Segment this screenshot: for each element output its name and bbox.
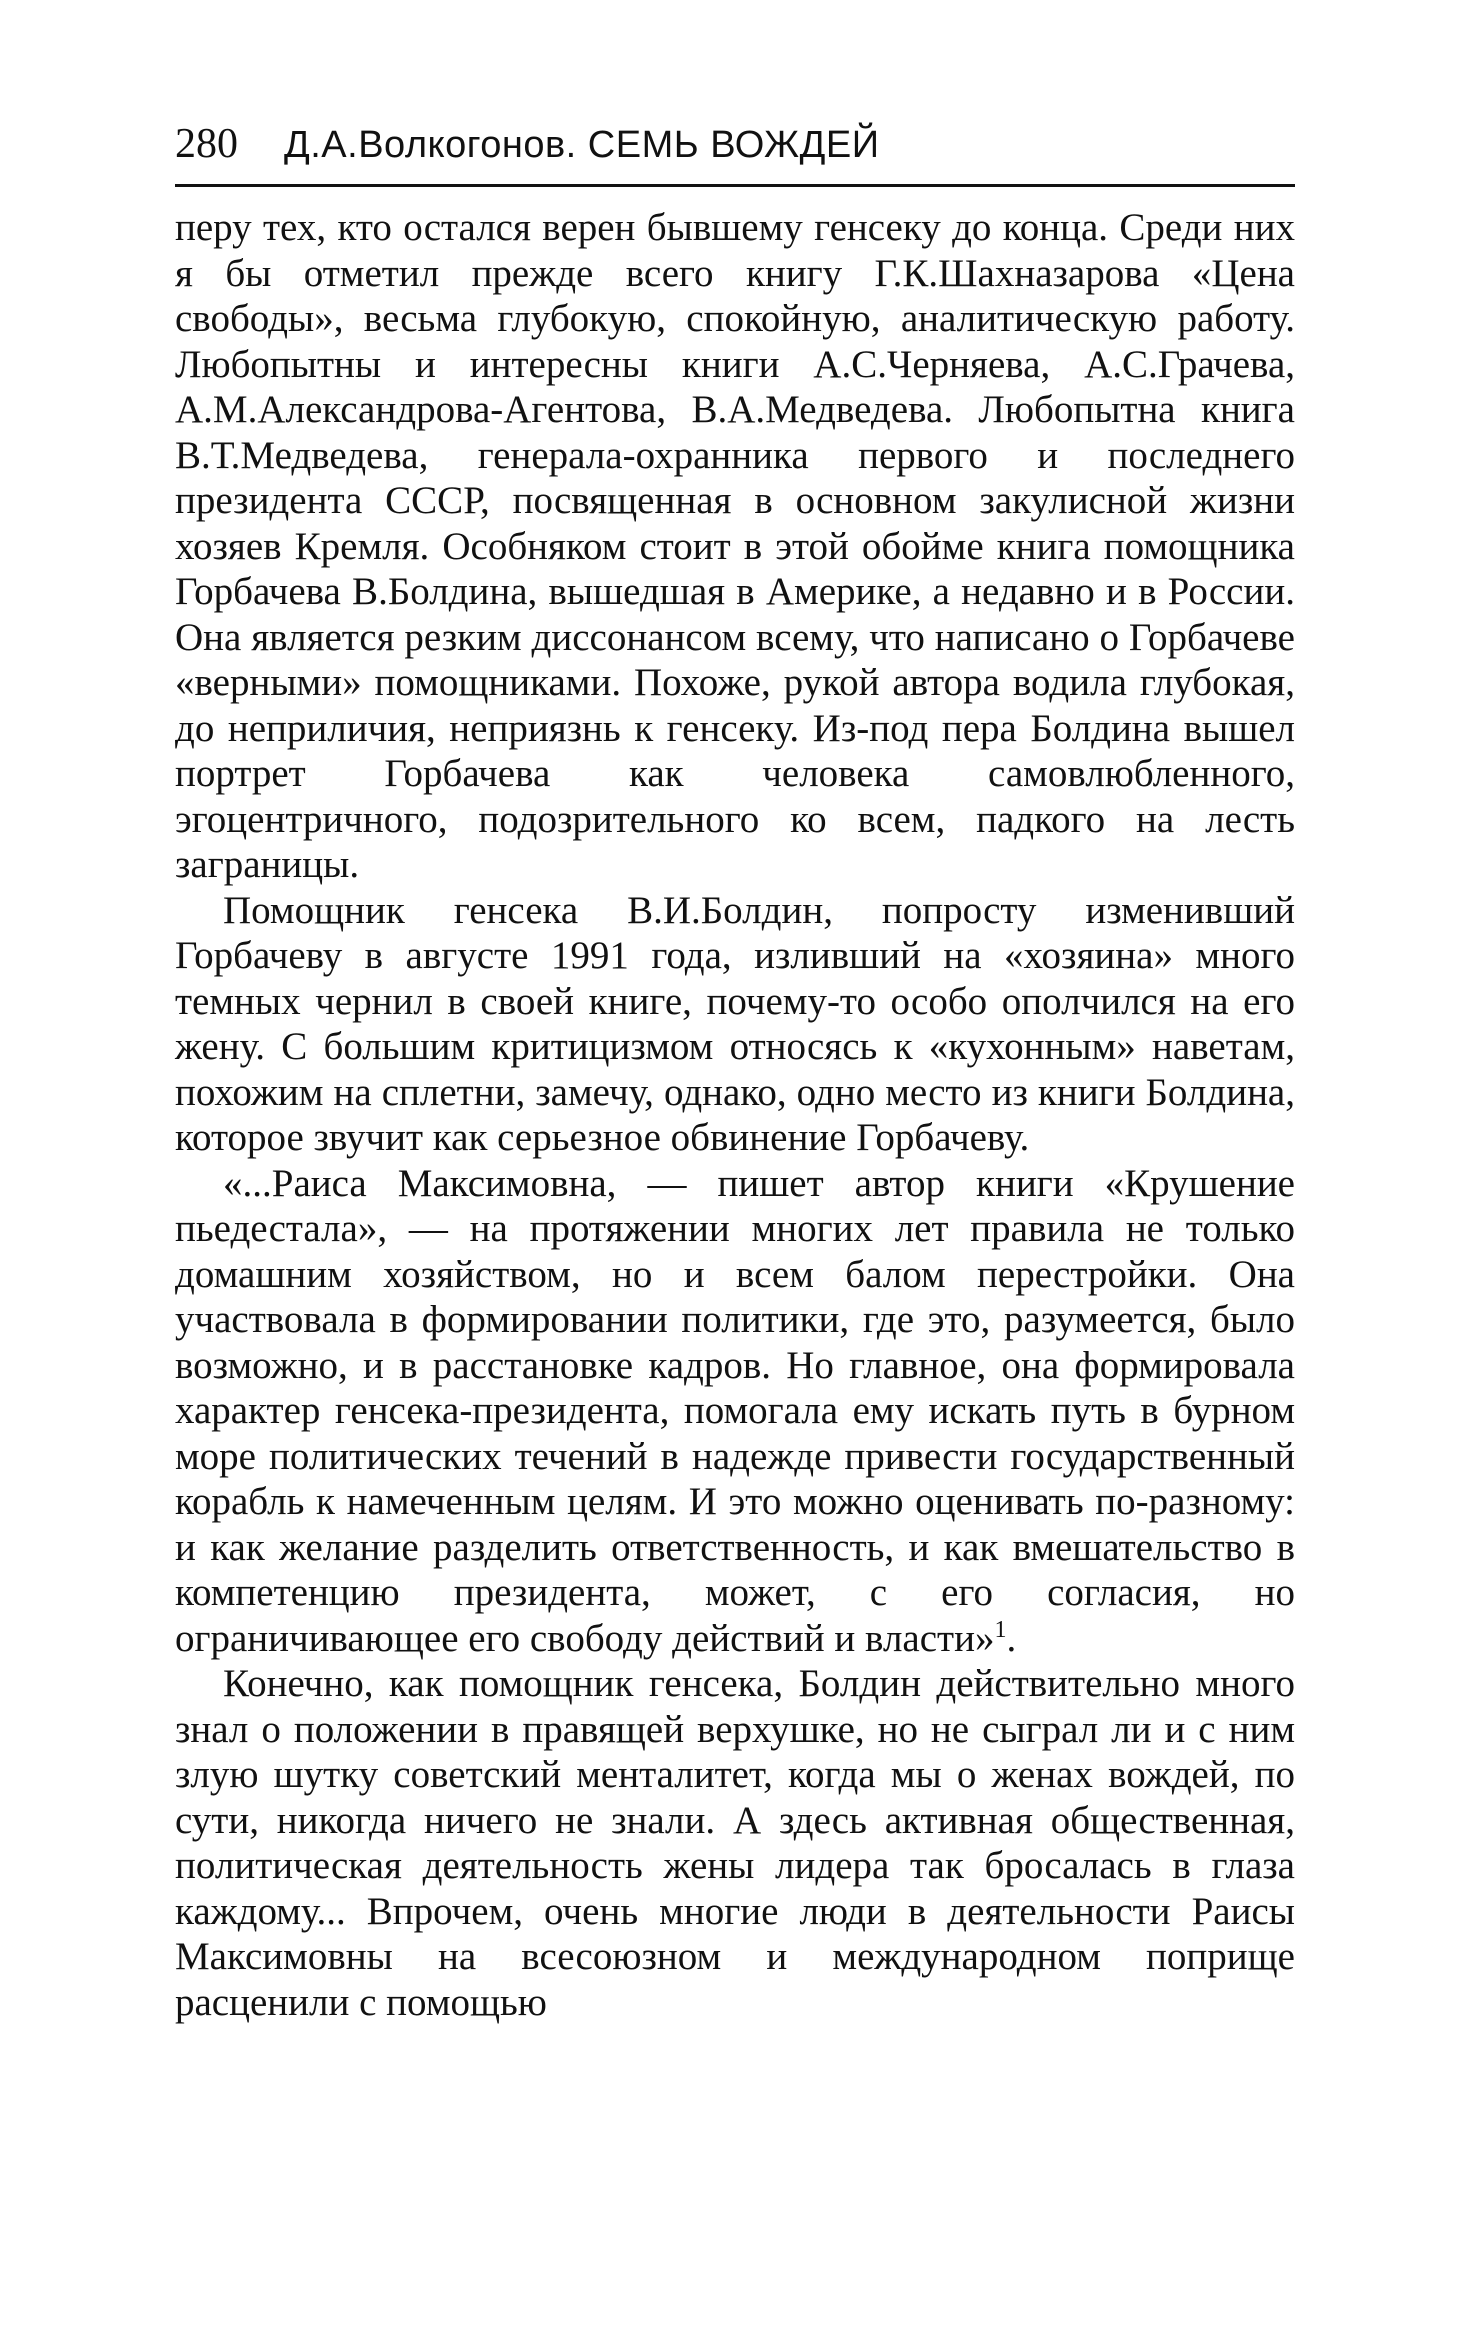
page-header: [175, 116, 1295, 178]
quote-tail: .: [1006, 1616, 1017, 1660]
footnote-reference: 1: [994, 1616, 1007, 1643]
paragraph: перу тех, кто остался верен бывшему генсеку до конца. Среди них я бы отметил прежде всего книгу Г.К.Шахназарова «Цена свободы», весьма глубокую, спокойную, аналитическую работу. Любопытны и интересны книги А.С.Черняева, А.С.Грачева, А.М.Александрова-Агентова, В.А.Медведева. Любопытна книга В.Т.Медведева, генерала-охранника первого и последнего президента СССР, посвященная в основном закулисной жизни хозяев Кремля. Особняком стоит в этой обойме книга помощника Горбачева В.Болдина, вышедшая в Америке, а недавно и в России. Она является резким диссонансом всему, что написано о Горбачеве «верными» помощниками. Похоже, рукой автора водила глубокая, до неприличия, неприязнь к генсеку. Из-под пера Болдина вышел портрет Горбачева как человека самовлюбленного, эгоцентричного, подозрительного ко всем, падкого на лесть заграницы.: [175, 206, 1295, 886]
paragraph: Помощник генсека В.И.Болдин, попросту изменивший Горбачеву в августе 1991 года, изливший на «хозяина» много темных чернил в своей книге, почему-то особо ополчился на его жену. С большим критицизмом относясь к «кухонным» наветам, похожим на сплетни, замечу, однако, одно место из книги Болдина, которое звучит как серьезное обвинение Горбачеву.: [175, 888, 1295, 1159]
paragraph: Конечно, как помощник генсека, Болдин действительно много знал о положении в правящей верхушке, но не сыграл ли и с ним злую шутку советский менталитет, когда мы о женах вождей, по сути, никогда ничего не знали. А здесь активная общественная, политическая деятельность жены лидера так бросалась в глаза каждому... Впрочем, очень многие люди в деятельности Раисы Максимовны на всесоюзном и международном поприще расценили с помощью: [175, 1662, 1295, 2024]
quote-paragraph: [175, 1161, 1295, 1662]
page-number: 280: [175, 121, 238, 167]
quote-text: «...Раиса Максимовна, — пишет автор книги «Крушение пьедестала», — на протяжении многих лет правила не только домашним хозяйством, но и всем балом перестройки. Она участвовала в формировании политики, где это, разумеется, было возможно, и в расстановке кадров. Но главное, она формировала характер генсека-президента, помогала ему искать путь в бурном море политических течений в надежде привести государственный корабль к намеченным целям. И это можно оценивать по-разному: и как желание разделить ответственность, и как вмешательство в компетенцию президента, может, с его согласия, но ограничивающее его свободу действий и власти»: [175, 1161, 1295, 1660]
running-head: Д.А.Волкогонов. СЕМЬ ВОЖДЕЙ: [284, 124, 880, 166]
book-page: [175, 116, 1295, 2025]
header-rule: [175, 184, 1295, 187]
body-text: [175, 205, 1295, 2025]
